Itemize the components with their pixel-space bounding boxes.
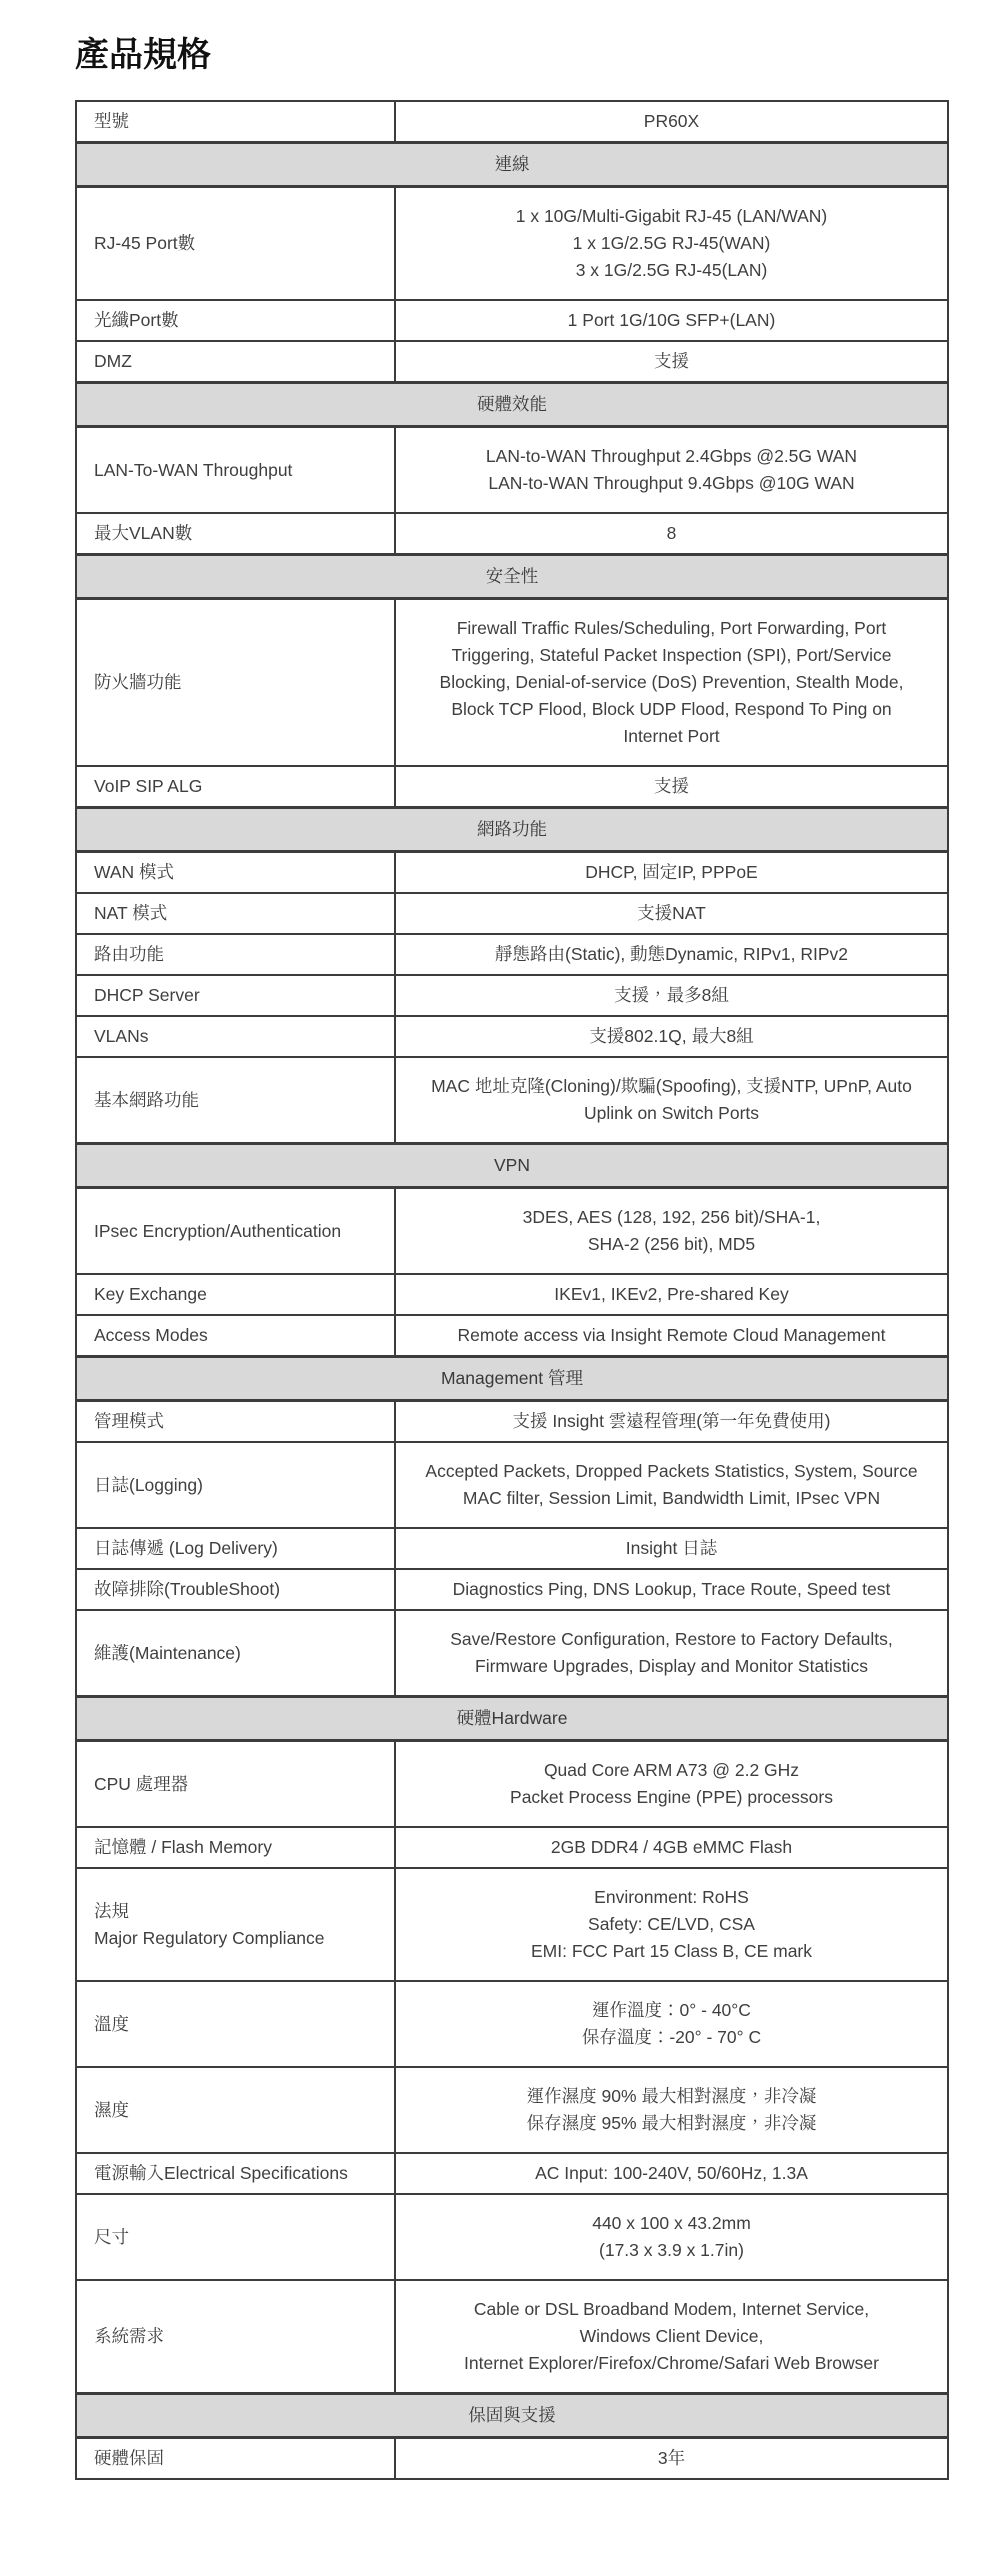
spec-row	[76, 1188, 948, 1275]
spec-value-cell	[395, 2194, 948, 2280]
spec-value-line: 440 x 100 x 43.2mm	[592, 2213, 751, 2233]
spec-label-line: NAT 模式	[94, 903, 168, 923]
section-title: Management 管理	[76, 1357, 948, 1401]
spec-label-line: CPU 處理器	[94, 1773, 189, 1794]
spec-label-cell	[76, 1528, 395, 1569]
section-header-row	[76, 383, 948, 427]
spec-label-line: VLANs	[94, 1026, 149, 1046]
spec-value-cell	[395, 1528, 948, 1569]
spec-label-cell	[76, 1057, 395, 1144]
section-header-row	[76, 1144, 948, 1188]
section-header-row	[76, 555, 948, 599]
spec-label-cell	[76, 852, 395, 894]
spec-label-cell	[76, 975, 395, 1016]
spec-label-line: IPsec Encryption/Authentication	[94, 1220, 342, 1241]
spec-value-line: 1 x 10G/Multi-Gigabit RJ-45 (LAN/WAN)	[515, 206, 828, 226]
spec-label-cell	[76, 300, 395, 341]
spec-label-line: VoIP SIP ALG	[94, 776, 203, 796]
section-header-row	[76, 1357, 948, 1401]
spec-value-cell	[395, 1981, 948, 2067]
spec-value-line: 支援 Insight 雲遠程管理(第一年免費使用)	[512, 1411, 831, 1431]
spec-row	[76, 852, 948, 894]
spec-value-cell	[395, 2153, 948, 2194]
spec-label-line: 日誌(Logging)	[94, 1474, 203, 1495]
spec-value-cell	[395, 852, 948, 894]
section-header-row	[76, 1697, 948, 1741]
spec-value-line: 1 x 1G/2.5G RJ-45(WAN)	[572, 233, 771, 253]
spec-value-line: 8	[666, 523, 677, 543]
section-title: 安全性	[76, 555, 948, 599]
spec-label-cell	[76, 1610, 395, 1697]
spec-row	[76, 1057, 948, 1144]
spec-row	[76, 300, 948, 341]
spec-row	[76, 2153, 948, 2194]
spec-value-line: Firmware Upgrades, Display and Monitor Statistics	[475, 1656, 868, 1676]
section-title: VPN	[76, 1144, 948, 1188]
spec-label-cell	[76, 1741, 395, 1828]
spec-value-line: 3DES, AES (128, 192, 256 bit)/SHA-1,	[522, 1207, 821, 1227]
spec-label-cell	[76, 2280, 395, 2394]
spec-value-cell	[395, 893, 948, 934]
spec-label-line: DMZ	[94, 351, 132, 371]
spec-value-line: EMI: FCC Part 15 Class B, CE mark	[530, 1941, 813, 1961]
spec-value-line: Windows Client Device,	[579, 2326, 764, 2346]
spec-row	[76, 427, 948, 514]
spec-value-line: 支援	[654, 351, 689, 371]
section-header-row	[76, 808, 948, 852]
spec-value-line: Accepted Packets, Dropped Packets Statistics, System, Source	[425, 1461, 918, 1481]
spec-row	[76, 766, 948, 808]
spec-value-line: 3 x 1G/2.5G RJ-45(LAN)	[575, 260, 768, 280]
spec-label-cell	[76, 1188, 395, 1275]
section-header-row	[76, 143, 948, 187]
spec-value-line: LAN-to-WAN Throughput 9.4Gbps @10G WAN	[488, 473, 855, 493]
spec-row	[76, 513, 948, 555]
spec-value-cell	[395, 1057, 948, 1144]
spec-value-line: LAN-to-WAN Throughput 2.4Gbps @2.5G WAN	[485, 446, 858, 466]
spec-row	[76, 934, 948, 975]
spec-value-cell	[395, 513, 948, 555]
spec-row	[76, 1442, 948, 1528]
spec-label-line: WAN 模式	[94, 862, 175, 882]
spec-label-cell	[76, 934, 395, 975]
spec-value-cell	[395, 101, 948, 143]
spec-label-cell	[76, 893, 395, 934]
spec-value-cell	[395, 2438, 948, 2480]
spec-value-line: Firewall Traffic Rules/Scheduling, Port Forwarding, Port	[456, 618, 887, 638]
spec-row	[76, 599, 948, 767]
spec-label-cell	[76, 1868, 395, 1981]
spec-label-line: LAN-To-WAN Throughput	[94, 459, 293, 480]
spec-value-line: Triggering, Stateful Packet Inspection (SPI), Port/Service	[451, 645, 892, 665]
spec-label-cell	[76, 1981, 395, 2067]
spec-value-cell	[395, 975, 948, 1016]
spec-row	[76, 1315, 948, 1357]
section-title: 連線	[76, 143, 948, 187]
spec-row	[76, 341, 948, 383]
spec-value-line: Blocking, Denial-of-service (DoS) Prevention, Stealth Mode,	[439, 672, 904, 692]
spec-row	[76, 1981, 948, 2067]
spec-row	[76, 1274, 948, 1315]
spec-label-line: DHCP Server	[94, 985, 200, 1005]
spec-value-cell	[395, 300, 948, 341]
spec-value-line: 3年	[657, 2448, 686, 2468]
spec-value-line: 1 Port 1G/10G SFP+(LAN)	[567, 310, 776, 330]
spec-value-cell	[395, 934, 948, 975]
spec-value-line: MAC 地址克隆(Cloning)/欺騙(Spoofing), 支援NTP, UPnP, Auto	[431, 1076, 912, 1096]
spec-label-cell	[76, 1569, 395, 1610]
spec-value-line: Remote access via Insight Remote Cloud Management	[457, 1325, 886, 1345]
spec-label-cell	[76, 341, 395, 383]
spec-row	[76, 1401, 948, 1443]
spec-value-cell	[395, 1741, 948, 1828]
spec-value-line: IKEv1, IKEv2, Pre-shared Key	[554, 1284, 789, 1304]
spec-label-cell	[76, 1274, 395, 1315]
spec-row	[76, 1528, 948, 1569]
spec-label-cell	[76, 1315, 395, 1357]
spec-label-line: 基本網路功能	[94, 1089, 199, 1110]
spec-value-cell	[395, 1315, 948, 1357]
spec-label-cell	[76, 187, 395, 301]
spec-label-line: Access Modes	[94, 1325, 208, 1345]
spec-label-cell	[76, 101, 395, 143]
spec-value-line: Safety: CE/LVD, CSA	[588, 1914, 755, 1934]
spec-row	[76, 2067, 948, 2153]
section-title: 硬體Hardware	[76, 1697, 948, 1741]
spec-value-line: MAC filter, Session Limit, Bandwidth Limit, IPsec VPN	[462, 1488, 881, 1508]
spec-value-cell	[395, 1610, 948, 1697]
spec-value-line: 支援NAT	[637, 903, 706, 923]
spec-value-line: Packet Process Engine (PPE) processors	[510, 1787, 833, 1807]
spec-row	[76, 187, 948, 301]
spec-label-line: 硬體保固	[94, 2448, 164, 2468]
spec-label-line: 濕度	[94, 2099, 129, 2120]
spec-value-cell	[395, 1569, 948, 1610]
spec-value-line: Uplink on Switch Ports	[583, 1103, 760, 1123]
spec-value-line: 2GB DDR4 / 4GB eMMC Flash	[550, 1837, 793, 1857]
spec-label-cell	[76, 513, 395, 555]
spec-value-cell	[395, 2280, 948, 2394]
spec-value-line: 保存溫度：-20° - 70° C	[581, 2027, 762, 2047]
spec-row	[76, 1868, 948, 1981]
spec-value-cell	[395, 187, 948, 301]
spec-value-line: DHCP, 固定IP, PPPoE	[585, 862, 758, 882]
spec-label-cell	[76, 2067, 395, 2153]
spec-label-cell	[76, 766, 395, 808]
spec-label-cell	[76, 427, 395, 514]
spec-row	[76, 1741, 948, 1828]
spec-label-line: 最大VLAN數	[94, 523, 193, 543]
spec-value-line: Internet Explorer/Firefox/Chrome/Safari Web Browser	[464, 2353, 879, 2373]
spec-value-cell	[395, 766, 948, 808]
spec-label-line: Major Regulatory Compliance	[94, 1927, 325, 1948]
spec-label-line: Key Exchange	[94, 1284, 207, 1304]
spec-label-cell	[76, 1827, 395, 1868]
spec-value-line: Diagnostics Ping, DNS Lookup, Trace Route, Speed test	[452, 1579, 891, 1599]
spec-value-line: (17.3 x 3.9 x 1.7in)	[599, 2240, 744, 2260]
section-title: 保固與支援	[76, 2394, 948, 2438]
spec-label-line: 法規	[94, 1900, 129, 1921]
spec-value-line: 運作濕度 90% 最大相對濕度，非冷凝	[526, 2086, 817, 2106]
spec-value-cell	[395, 1188, 948, 1275]
spec-label-line: 維護(Maintenance)	[94, 1642, 241, 1663]
spec-value-cell	[395, 1442, 948, 1528]
spec-label-line: 日誌傳遞 (Log Delivery)	[94, 1538, 278, 1558]
spec-value-cell	[395, 427, 948, 514]
spec-row	[76, 893, 948, 934]
spec-label-line: 路由功能	[94, 944, 164, 964]
spec-value-line: Block TCP Flood, Block UDP Flood, Respond To Ping on	[451, 699, 892, 719]
spec-value-line: Cable or DSL Broadband Modem, Internet Service,	[473, 2299, 870, 2319]
spec-value-line: 保存濕度 95% 最大相對濕度，非冷凝	[526, 2113, 817, 2133]
spec-value-line: 支援，最多8組	[614, 985, 729, 1005]
spec-row	[76, 2194, 948, 2280]
spec-value-line: SHA-2 (256 bit), MD5	[587, 1234, 756, 1254]
section-title: 硬體效能	[76, 383, 948, 427]
spec-value-line: Internet Port	[623, 726, 720, 746]
spec-label-cell	[76, 2194, 395, 2280]
spec-value-cell	[395, 599, 948, 767]
spec-value-line: Save/Restore Configuration, Restore to Factory Defaults,	[450, 1629, 893, 1649]
spec-row	[76, 2438, 948, 2480]
spec-label-line: 光纖Port數	[94, 310, 179, 330]
spec-row	[76, 975, 948, 1016]
spec-value-cell	[395, 1016, 948, 1057]
spec-value-line: 運作溫度：0° - 40°C	[592, 2000, 751, 2020]
spec-label-line: 電源輸入Electrical Specifications	[94, 2163, 348, 2183]
spec-value-line: 支援	[654, 776, 689, 796]
spec-value-line: AC Input: 100-240V, 50/60Hz, 1.3A	[535, 2163, 808, 2183]
section-header-row	[76, 2394, 948, 2438]
spec-value-cell	[395, 1868, 948, 1981]
spec-row	[76, 1610, 948, 1697]
spec-row	[76, 1016, 948, 1057]
spec-label-line: 溫度	[94, 2013, 129, 2034]
page-title: 產品規格	[75, 36, 211, 74]
spec-label-cell	[76, 1016, 395, 1057]
spec-label-cell	[76, 1442, 395, 1528]
spec-label-line: 記憶體 / Flash Memory	[94, 1837, 272, 1857]
spec-label-line: 尺寸	[94, 2226, 129, 2247]
spec-row	[76, 101, 948, 143]
spec-value-line: Environment: RoHS	[594, 1887, 749, 1907]
spec-label-line: 型號	[94, 111, 129, 131]
spec-row	[76, 2280, 948, 2394]
spec-value-cell	[395, 1274, 948, 1315]
spec-value-line: 靜態路由(Static), 動態Dynamic, RIPv1, RIPv2	[495, 944, 848, 964]
spec-row	[76, 1827, 948, 1868]
spec-value-cell	[395, 1401, 948, 1443]
spec-value-line: 支援802.1Q, 最大8組	[589, 1026, 754, 1046]
spec-value-line: Insight 日誌	[625, 1538, 718, 1558]
spec-value-cell	[395, 1827, 948, 1868]
spec-label-line: 管理模式	[94, 1411, 164, 1431]
spec-label-cell	[76, 1401, 395, 1443]
spec-label-cell	[76, 2153, 395, 2194]
spec-value-cell	[395, 2067, 948, 2153]
spec-label-line: 故障排除(TroubleShoot)	[94, 1579, 281, 1599]
spec-label-line: 系統需求	[94, 2326, 164, 2346]
spec-value-cell	[395, 341, 948, 383]
spec-row	[76, 1569, 948, 1610]
spec-label-line: RJ-45 Port數	[94, 233, 196, 253]
spec-label-cell	[76, 599, 395, 767]
spec-label-line: 防火牆功能	[94, 672, 182, 692]
section-title: 網路功能	[76, 808, 948, 852]
spec-label-cell	[76, 2438, 395, 2480]
product-spec-table	[75, 100, 949, 2480]
spec-value-line: Quad Core ARM A73 @ 2.2 GHz	[543, 1760, 800, 1780]
spec-value-line: PR60X	[643, 111, 700, 131]
